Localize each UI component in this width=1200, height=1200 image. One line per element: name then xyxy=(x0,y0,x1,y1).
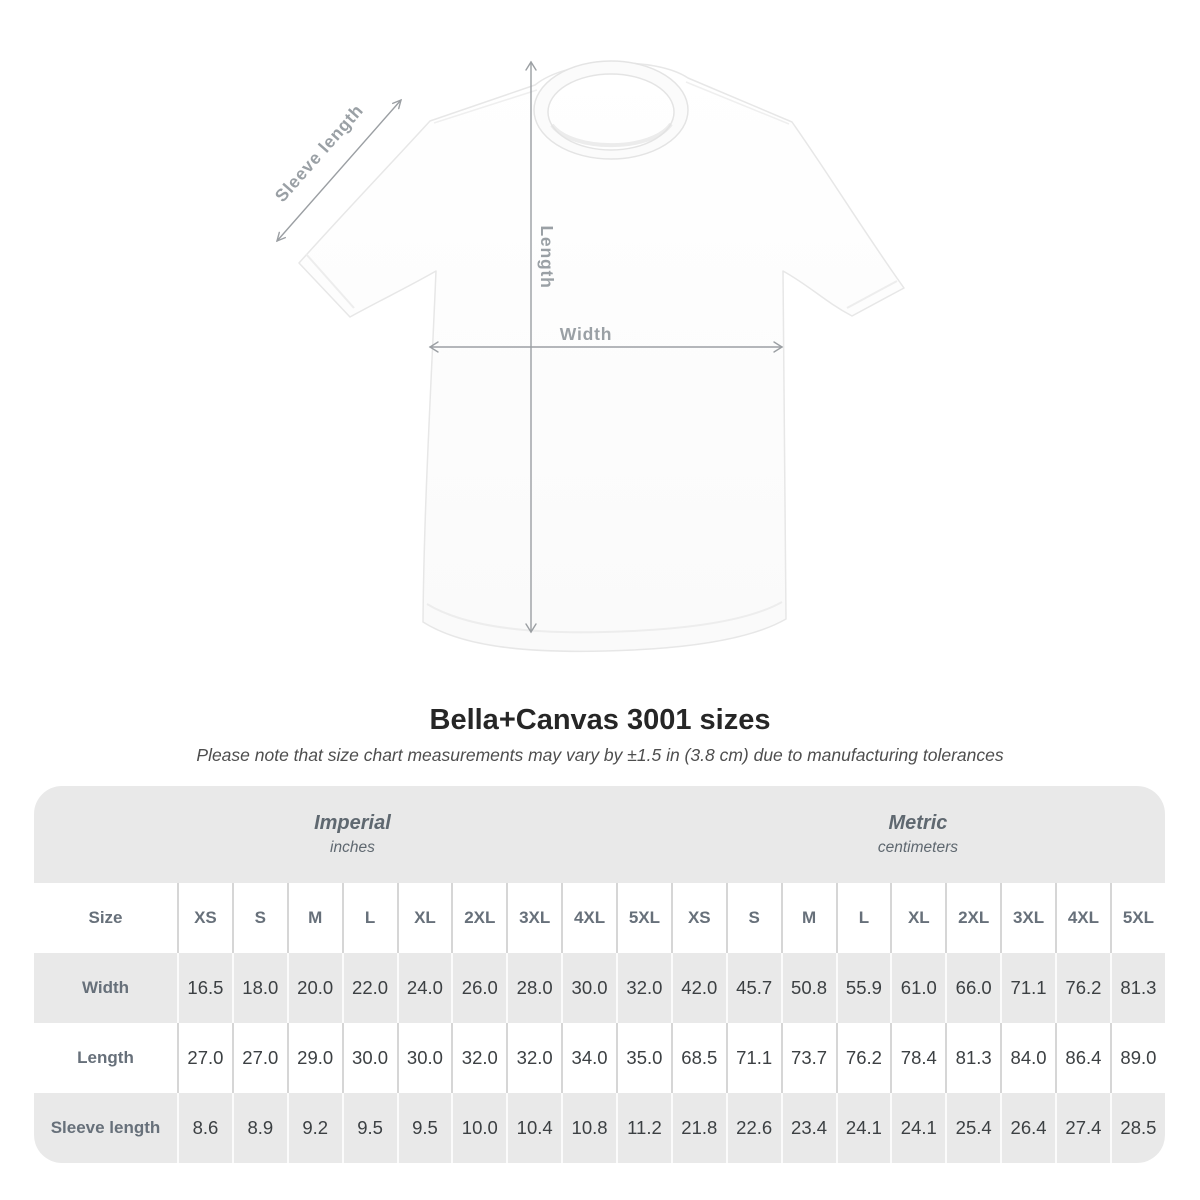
col-header-imperial-5xl: 5XL xyxy=(616,883,671,953)
size-table xyxy=(34,786,1165,1163)
measurement-cell: 35.0 xyxy=(616,1023,671,1093)
measurement-cell: 32.0 xyxy=(451,1023,506,1093)
tshirt-illustration xyxy=(299,61,904,651)
measurement-cell: 27.0 xyxy=(232,1023,287,1093)
metric-band-unit: centimeters xyxy=(877,839,958,856)
table-row-length xyxy=(34,1023,1165,1093)
measurement-cell: 9.5 xyxy=(342,1093,397,1163)
measurement-cell: 55.9 xyxy=(836,953,891,1023)
imperial-band xyxy=(34,786,671,883)
measurement-cell: 84.0 xyxy=(1000,1023,1055,1093)
measurement-cell: 78.4 xyxy=(890,1023,945,1093)
metric-band xyxy=(671,786,1165,883)
col-header-imperial-l: L xyxy=(342,883,397,953)
col-header-metric-4xl: 4XL xyxy=(1055,883,1110,953)
measurement-cell: 8.9 xyxy=(232,1093,287,1163)
measurement-cell: 29.0 xyxy=(287,1023,342,1093)
row-label: Length xyxy=(77,1048,134,1067)
heading-block xyxy=(0,702,1200,766)
measurement-cell: 23.4 xyxy=(781,1093,836,1163)
measurement-cell: 20.0 xyxy=(287,953,342,1023)
measurement-cell: 16.5 xyxy=(177,953,232,1023)
measurement-cell: 24.1 xyxy=(836,1093,891,1163)
sleeve-length-label: Sleeve length xyxy=(270,100,368,206)
measurement-cell: 24.0 xyxy=(397,953,452,1023)
measurement-cell: 42.0 xyxy=(671,953,726,1023)
measurement-cell: 10.0 xyxy=(451,1093,506,1163)
measurement-cell: 32.0 xyxy=(616,953,671,1023)
measurement-cell: 28.0 xyxy=(506,953,561,1023)
col-header-metric-2xl: 2XL xyxy=(945,883,1000,953)
measurement-cell: 26.4 xyxy=(1000,1093,1055,1163)
measurement-cell: 50.8 xyxy=(781,953,836,1023)
size-corner-header: Size xyxy=(34,883,177,953)
col-header-metric-3xl: 3XL xyxy=(1000,883,1055,953)
measurement-cell: 9.5 xyxy=(397,1093,452,1163)
row-label: Width xyxy=(81,978,130,997)
measurement-cell: 66.0 xyxy=(945,953,1000,1023)
measurement-cell: 86.4 xyxy=(1055,1023,1110,1093)
measurement-cell: 26.0 xyxy=(451,953,506,1023)
measurement-cell: 76.2 xyxy=(836,1023,891,1093)
measurement-cell: 21.8 xyxy=(671,1093,726,1163)
measurement-cell: 81.3 xyxy=(1110,953,1165,1023)
measurement-cell: 73.7 xyxy=(781,1023,836,1093)
col-header-metric-xl: XL xyxy=(890,883,945,953)
imperial-band-unit: inches xyxy=(330,839,375,856)
col-header-metric-5xl: 5XL xyxy=(1110,883,1165,953)
measurement-cell: 25.4 xyxy=(945,1093,1000,1163)
row-label: Sleeve length xyxy=(50,1118,161,1137)
measurement-cell: 45.7 xyxy=(726,953,781,1023)
measurement-cell: 27.0 xyxy=(177,1023,232,1093)
col-header-metric-xs: XS xyxy=(671,883,726,953)
unit-band-row xyxy=(34,786,1165,883)
col-header-imperial-4xl: 4XL xyxy=(561,883,616,953)
measurement-cell: 22.6 xyxy=(726,1093,781,1163)
measurement-cell: 28.5 xyxy=(1110,1093,1165,1163)
col-header-imperial-2xl: 2XL xyxy=(451,883,506,953)
measurement-cell: 30.0 xyxy=(342,1023,397,1093)
col-header-imperial-3xl: 3XL xyxy=(506,883,561,953)
measurement-cell: 76.2 xyxy=(1055,953,1110,1023)
col-header-metric-s: S xyxy=(726,883,781,953)
measurement-cell: 30.0 xyxy=(561,953,616,1023)
col-header-imperial-xl: XL xyxy=(397,883,452,953)
measurement-cell: 89.0 xyxy=(1110,1023,1165,1093)
col-header-metric-l: L xyxy=(836,883,891,953)
metric-band-label: Metric xyxy=(888,812,948,834)
table-row-width xyxy=(34,953,1165,1023)
measurement-cell: 24.1 xyxy=(890,1093,945,1163)
measurement-cell: 71.1 xyxy=(726,1023,781,1093)
measurement-cell: 32.0 xyxy=(506,1023,561,1093)
measurement-cell: 34.0 xyxy=(561,1023,616,1093)
col-header-imperial-xs: XS xyxy=(177,883,232,953)
measurement-cell: 10.8 xyxy=(561,1093,616,1163)
length-label: Length xyxy=(537,225,557,289)
measurement-cell: 30.0 xyxy=(397,1023,452,1093)
measurement-cell: 22.0 xyxy=(342,953,397,1023)
imperial-band-label: Imperial xyxy=(314,812,391,834)
measurement-cell: 10.4 xyxy=(506,1093,561,1163)
measurement-cell: 8.6 xyxy=(177,1093,232,1163)
measurement-cell: 81.3 xyxy=(945,1023,1000,1093)
col-header-imperial-m: M xyxy=(287,883,342,953)
col-header-metric-m: M xyxy=(781,883,836,953)
measurement-cell: 11.2 xyxy=(616,1093,671,1163)
page-title: Bella+Canvas 3001 sizes xyxy=(429,704,771,736)
col-header-imperial-s: S xyxy=(232,883,287,953)
measurement-cell: 61.0 xyxy=(890,953,945,1023)
size-table-container xyxy=(34,786,1165,1163)
table-row-sleeve-length xyxy=(34,1093,1165,1163)
measurement-cell: 27.4 xyxy=(1055,1093,1110,1163)
size-header-row xyxy=(34,883,1165,953)
measurement-cell: 9.2 xyxy=(287,1093,342,1163)
measurement-cell: 68.5 xyxy=(671,1023,726,1093)
measurement-cell: 71.1 xyxy=(1000,953,1055,1023)
width-label: Width xyxy=(559,324,613,344)
measurement-cell: 18.0 xyxy=(232,953,287,1023)
page-subtitle: Please note that size chart measurements may vary by ±1.5 in (3.8 cm) due to manufacturing tolerances xyxy=(196,745,1004,766)
